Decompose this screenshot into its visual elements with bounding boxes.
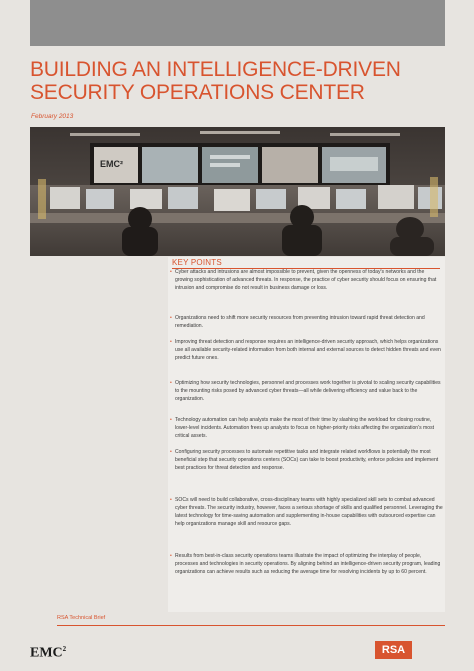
top-gray-band	[30, 0, 445, 46]
emc-logo	[30, 645, 66, 662]
rsa-logo: RSA	[375, 641, 412, 659]
key-points-heading: KEY POINTS	[172, 258, 222, 267]
page-title	[30, 58, 450, 104]
list-item: • Configuring security processes to automate repetitive tasks and integrate related workflows is potentially the most beneficial step that security operations centers (SOCs) can take to boost productivity, enforce policies and implement best practices for threat detection and response.	[170, 448, 443, 472]
footer-divider	[57, 625, 445, 626]
title-line-2: SECURITY OPERATIONS CENTER	[30, 81, 365, 104]
list-item: • Results from best-in-class security operations teams illustrate the impact of optimizing the interplay of people, processes and technologies in security operations. By aligning behind an intelligence-driven security program, leading organizations can achieve results such as reducing the average time for resolving incidents by up to 60 percent.	[170, 552, 443, 576]
list-item: • Improving threat detection and response requires an intelligence-driven security approach, which helps organizations use all available security-related information from both internal and external sources to detect hidden threats and even predict future ones.	[170, 338, 443, 362]
list-item: • Optimizing how security technologies, personnel and processes work together is pivotal to scaling security capabilities to the mounting risks posed by advanced cyber threats—all while delivering efficiency and value back to the organization.	[170, 379, 443, 403]
list-item: • SOCs will need to build collaborative, cross-disciplinary teams with highly specialized skill sets to combat advanced cyber threats. The security industry, however, faces a serious shortage of skills and qualified personnel. Leveraging the latest technology for time-saving automation and supplementing in-house capabilities with outsourced expertise can help organizations manage skill and resource gaps.	[170, 496, 443, 528]
emc-logo-text: EMC	[30, 645, 63, 661]
list-item: • Technology automation can help analysts make the most of their time by slashing the workload for closing routine, lower-level incidents. Automation frees up analysts to focus on higher-priority risks affecting the organization's most critical assets.	[170, 416, 443, 440]
security-operations-center-photo	[30, 127, 445, 256]
title-line-1: BUILDING AN INTELLIGENCE-DRIVEN	[30, 58, 401, 81]
publication-date: February 2013	[31, 113, 74, 120]
document-type-label: RSA Technical Brief	[57, 615, 106, 621]
list-item: • Cyber attacks and intrusions are almost impossible to prevent, given the openness of today's networks and the growing sophistication of advanced threats. In response, the practice of cyber security should focus on ensuring that intrusion and compromise do not result in business damage or loss.	[170, 268, 443, 292]
list-item: • Organizations need to shift more security resources from preventing intrusion toward rapid threat detection and remediation.	[170, 314, 443, 330]
screen-emc-logo: EMC²	[100, 159, 123, 169]
emc-logo-superscript: 2	[62, 645, 67, 653]
